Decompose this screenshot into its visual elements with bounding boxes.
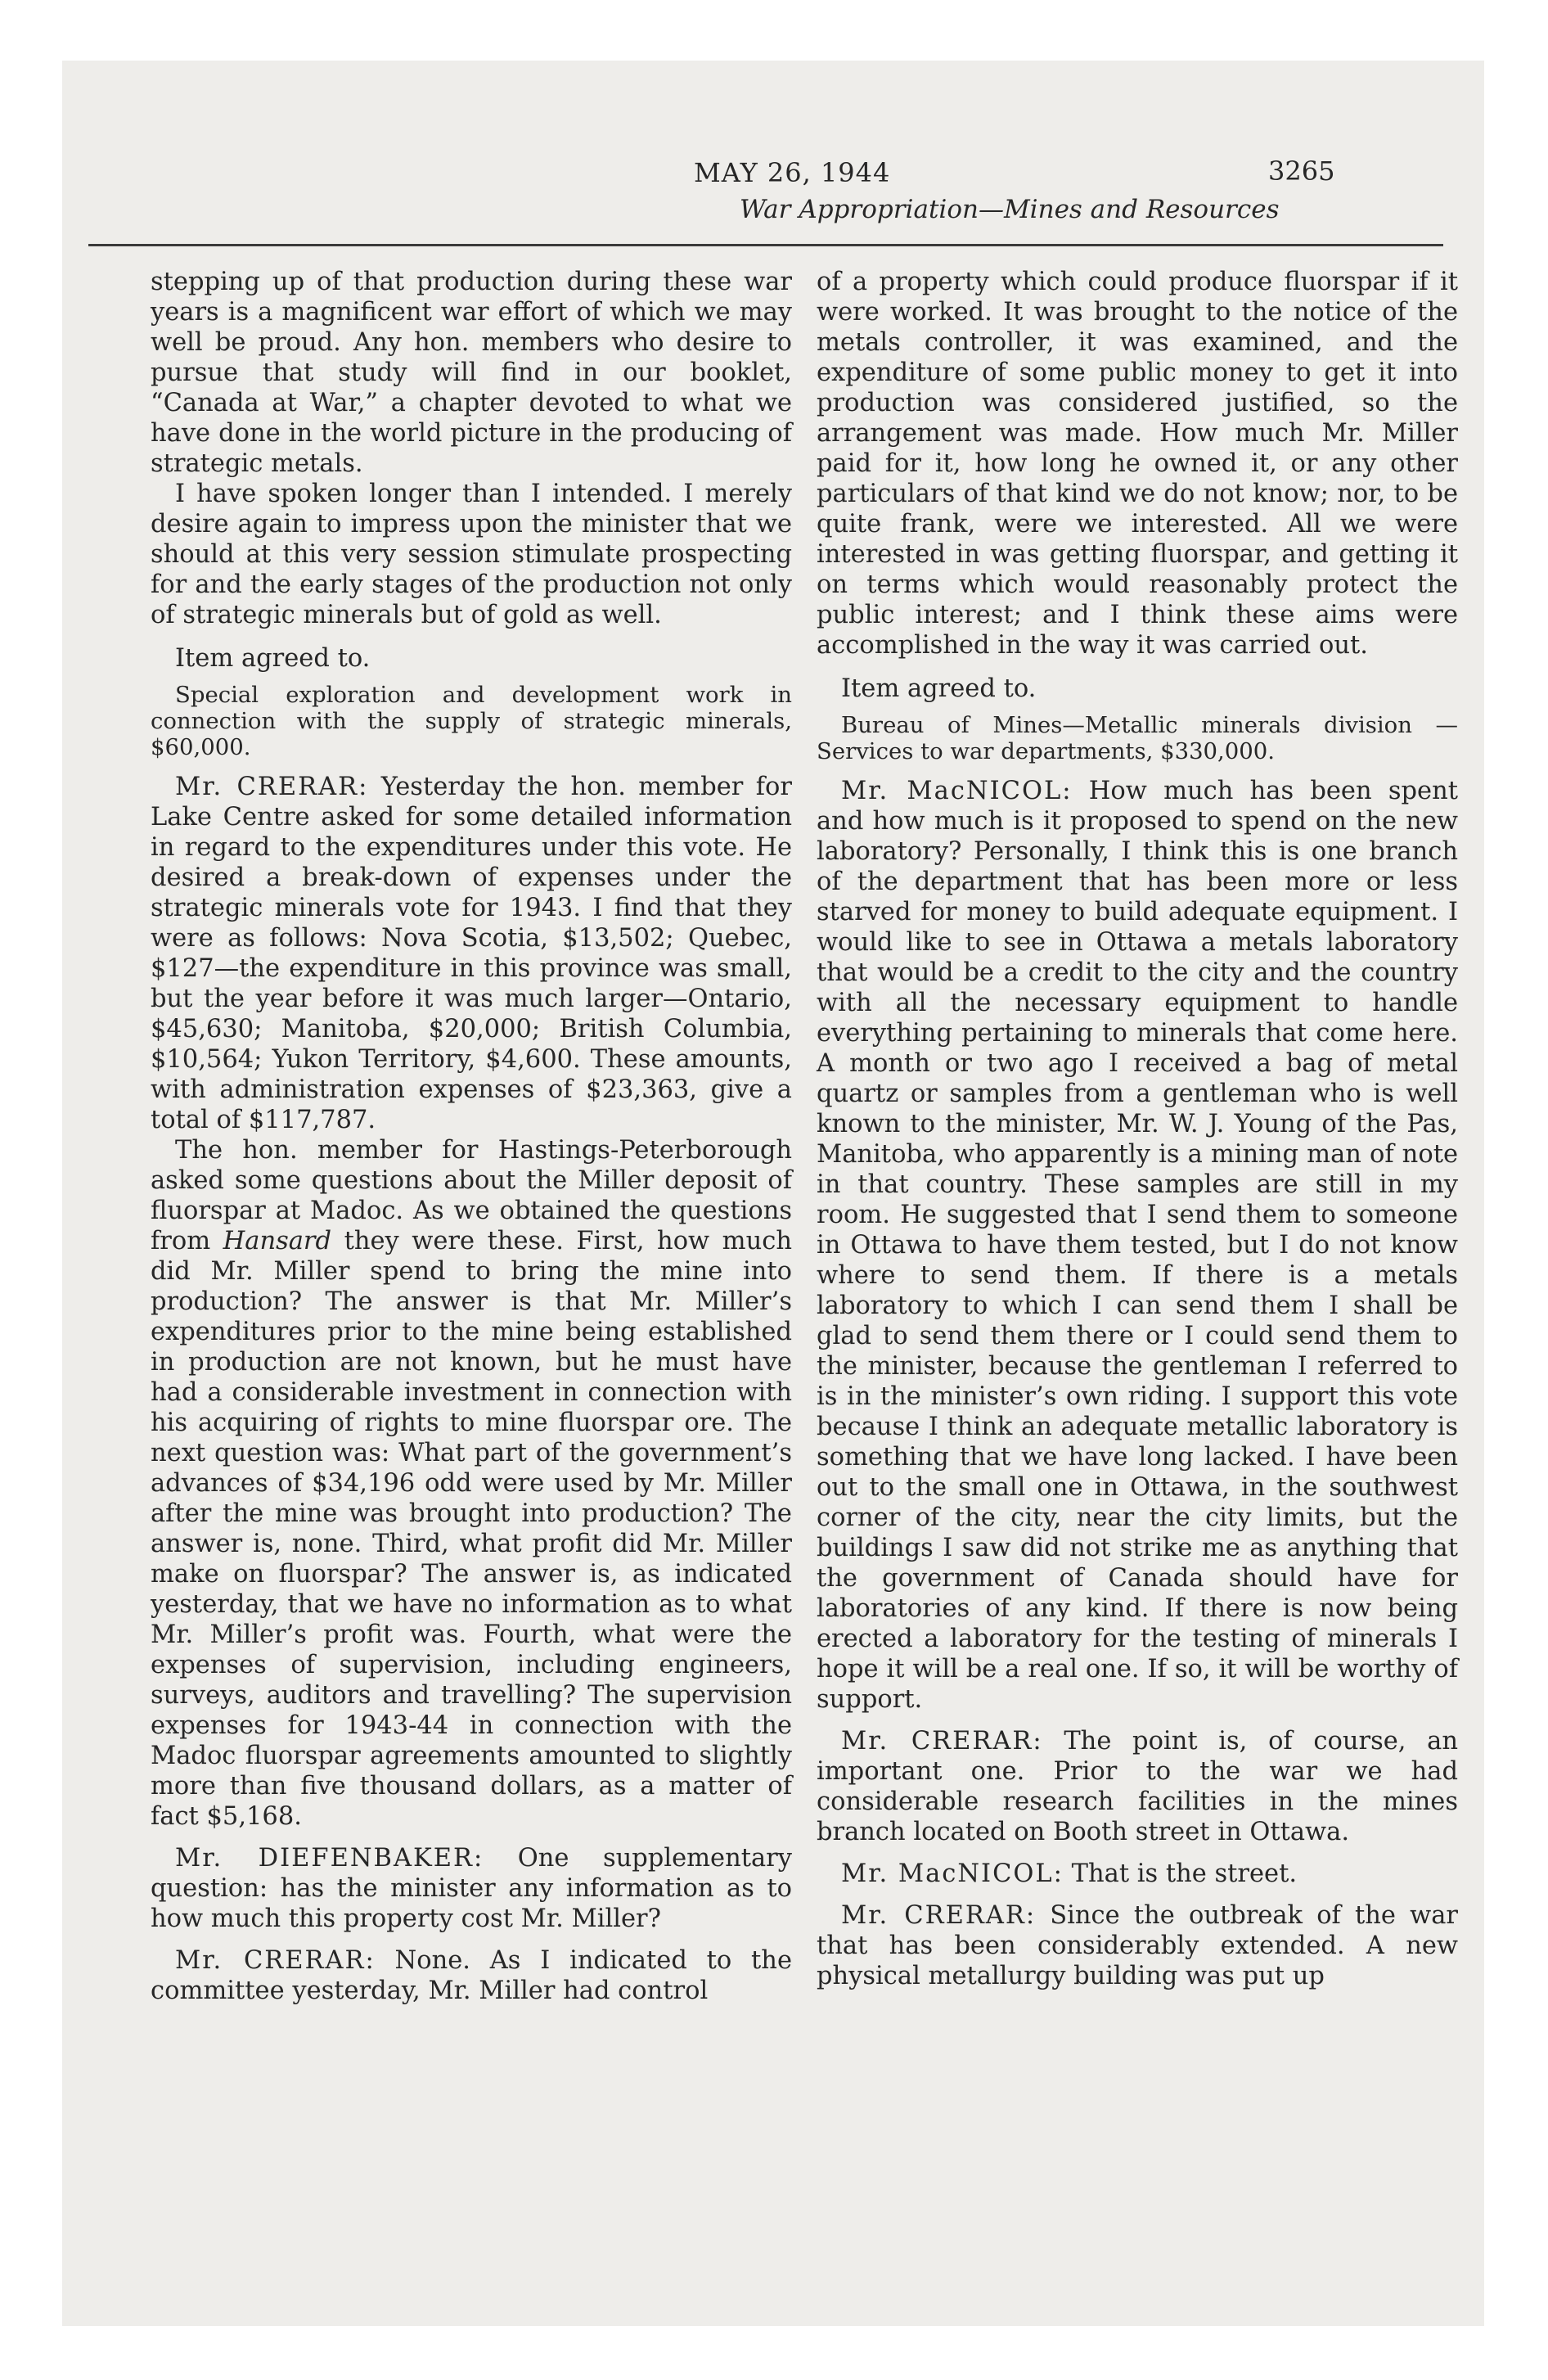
paragraph: of a property which could produce fluorspar if it were worked. It was brought to the notice of the metals controller, it was examined, and the expenditure of some public money to get it into production was considered justified, so the arrangement was made. How much Mr. Miller paid for it, how long he owned it, or any other particulars of that kind we do not know; nor, to be quite frank, were we interested. All we were interested in was getting fluorspar, and getting it on terms which would reasonably protect the public interest; and I think these aims were accomplished in the way it was carried out. <box>817 268 1458 660</box>
speech-text: One supplementary question: has the minister any information as to how much this property cost Mr. Miller? <box>151 1844 792 1933</box>
speaker-name: Mr. MacNICOL: <box>841 1859 1064 1888</box>
speaker-name: Mr. CRERAR: <box>841 1727 1043 1756</box>
header-date: MAY 26, 1944 <box>694 157 891 188</box>
speech-paragraph <box>817 776 1458 1715</box>
header-rule <box>88 244 1443 246</box>
speaker-name: Mr. DIEFENBAKER: <box>175 1844 484 1873</box>
speech-paragraph <box>151 1843 792 1934</box>
item-agreed: Item agreed to. <box>175 644 371 673</box>
speaker-name: Mr. CRERAR: <box>175 1946 376 1975</box>
paragraph: stepping up of that production during these war years is a magnificent war effort of which we may well be proud. Any hon. members who desire to pursue that study will find in our booklet, “Canada at War,” a chapter devoted to what we have done in the world picture in the producing of strategic metals. <box>151 268 792 478</box>
paragraph-text: they were these. First, how much did Mr. Miller spend to bring the mine into production? The answer is that Mr. Miller’s expenditures prior to the mine being established in production are not known, but he must have had a considerable investment in connection with his acquiring of rights to mine fluorspar ore. The next question was: What part of the government’s advances of $34,196 odd were used by Mr. Miller after the mine was brought into production? The answer is, none. Third, what profit did Mr. Miller make on fluorspar? The answer is, as indicated yesterday, that we have no information as to what Mr. Miller’s profit was. Fourth, what were the expenses of supervision, including engineers, surveys, auditors and travelling? The supervision expenses for 1943-44 in connection with the Madoc fluorspar agreements amounted to slightly more than five thousand dollars, as a matter of fact $5,168. <box>151 1227 792 1831</box>
speech-text: Yesterday the hon. member for Lake Centre asked for some detailed information in regard to the expenditures under this vote. He desired a break-down of expenses under the strategic minerals vote for 1943. I find that they were as follows: Nova Scotia, $13,502; Quebec, $127—the expenditure in this province was small, but the year before it was much larger—Ontario, $45,630; Manitoba, $20,000; British Columbia, $10,564; Yukon Territory, $4,600. These amounts, with administration expenses of $23,363, give a total of $117,787. <box>151 773 792 1134</box>
left-column <box>151 267 792 2006</box>
right-column <box>817 267 1458 1991</box>
speech-text: That is the street. <box>1063 1859 1298 1888</box>
speech-text: How much has been spent and how much is it proposed to spend on the new laboratory? Personally, I think this is one branch of the department that has been more or less starved for money to build adequate equipment. I would like to see in Ottawa a metals laboratory that would be a credit to the city and the country with all the necessary equipment to handle everything pertaining to minerals that come here. A month or two ago I received a bag of metal quartz or samples from a gentleman who is well known to the minister, Mr. W. J. Young of the Pas, Manitoba, who apparently is a mining man of note in that country. These samples are still in my room. He suggested that I send them to someone in Ottawa to have them tested, but I do not know where to send them. If there is a metals laboratory to which I can send them I shall be glad to send them there or I could send them to the minister, because the gentleman I referred to is in the minister’s own riding. I support this vote because I think an adequate metallic laboratory is something that we have long lacked. I have been out to the small one in Ottawa, in the southwest corner of the city, near the city limits, but the buildings I saw did not strike me as anything that the government of Canada should have for laboratories of any kind. If there is now being erected a laboratory for the testing of minerals I hope it will be a real one. If so, it will be worthy of support. <box>817 777 1458 1714</box>
paragraph-text: The hon. member for Hastings-Peterborough asked some questions about the Miller deposit of fluorspar at Madoc. As we obtained the questions from <box>151 1136 792 1255</box>
speech-paragraph <box>817 1900 1458 1991</box>
section-heading: War Appropriation—Mines and Resources <box>740 195 1280 224</box>
item-agreed: Item agreed to. <box>841 674 1037 703</box>
paragraph <box>151 1135 792 1832</box>
hansard-page <box>62 61 1484 2326</box>
page-number: 3265 <box>1268 156 1335 187</box>
speech-paragraph <box>817 1859 1458 1889</box>
speech-paragraph <box>151 772 792 1135</box>
speech-paragraph <box>817 1726 1458 1847</box>
speaker-name: Mr. CRERAR: <box>175 773 369 801</box>
speech-text: Since the outbreak of the war that has been considerably extended. A new physical metallurgy building was put up <box>817 1901 1458 1990</box>
hansard-italic: Hansard <box>223 1227 332 1255</box>
vote-heading: Special exploration and development work in connection with the supply of strategic minerals, $60,000. <box>151 682 792 760</box>
speaker-name: Mr. MacNICOL: <box>841 777 1073 805</box>
paragraph: I have spoken longer than I intended. I merely desire again to impress upon the minister that we should at this very session stimulate prospecting for and the early stages of the production not only of strategic minerals but of gold as well. <box>151 480 792 629</box>
scanned-page <box>62 61 1484 2326</box>
speech-paragraph <box>151 1945 792 2006</box>
speaker-name: Mr. CRERAR: <box>841 1901 1037 1930</box>
speech-text: None. As I indicated to the committee yesterday, Mr. Miller had control <box>151 1946 792 2005</box>
vote-heading: Bureau of Mines—Metallic minerals division —Services to war departments, $330,000. <box>817 712 1458 764</box>
speech-text: The point is, of course, an important one. Prior to the war we had considerable research facilities in the mines branch located on Booth street in Ottawa. <box>817 1727 1458 1846</box>
